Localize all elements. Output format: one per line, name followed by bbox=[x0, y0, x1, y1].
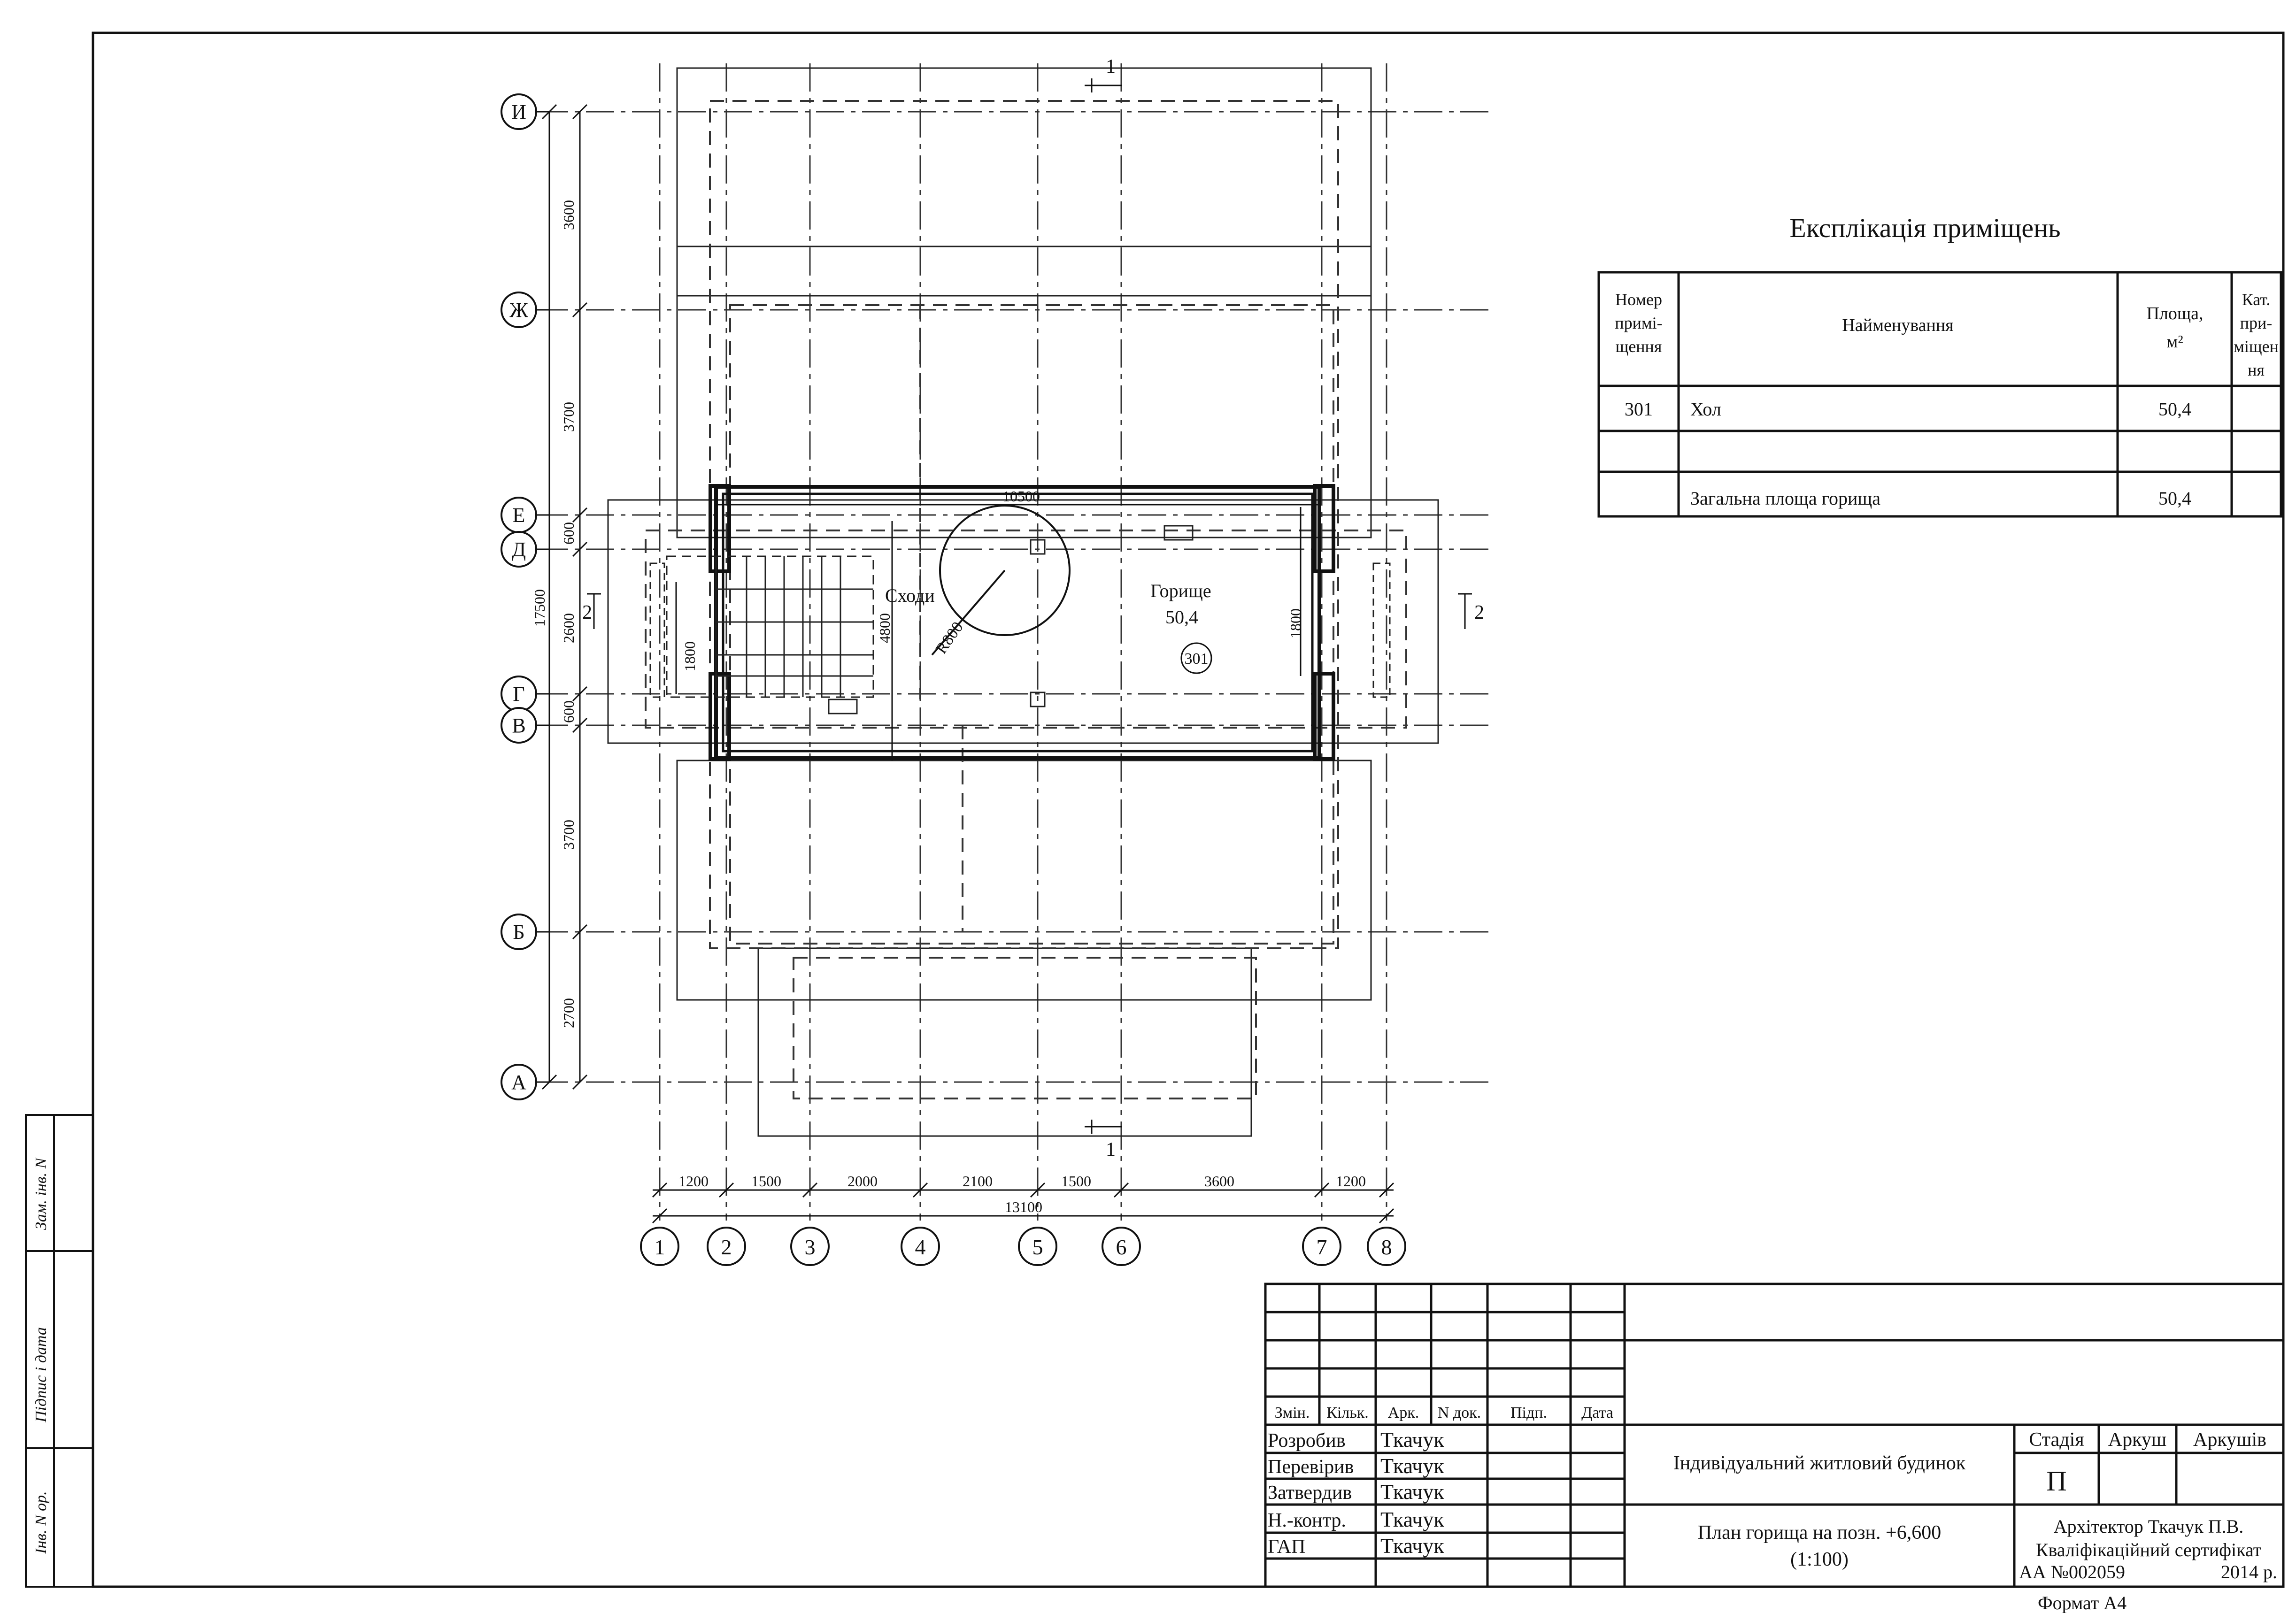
room-name: Горище bbox=[1150, 580, 1211, 601]
tb-role-developed: Розробив bbox=[1268, 1430, 1346, 1452]
tb-role-checked: Перевірив bbox=[1268, 1456, 1354, 1478]
axis-label-2: 2 bbox=[721, 1235, 732, 1259]
axis-label-1: 1 bbox=[654, 1235, 665, 1259]
dim-overall-horizontal: 13100 bbox=[1005, 1198, 1042, 1215]
stair-flight bbox=[667, 556, 873, 697]
tb-role-gap: ГАП bbox=[1268, 1536, 1306, 1558]
explication-row-1-number: 301 bbox=[1625, 399, 1653, 420]
tb-header-date: Дата bbox=[1581, 1404, 1613, 1421]
dim-bottom-2000: 2000 bbox=[848, 1173, 878, 1190]
tb-header-signature: Підп. bbox=[1510, 1404, 1547, 1421]
room-number: 301 bbox=[1184, 650, 1209, 668]
axis-label-6: 6 bbox=[1116, 1235, 1127, 1259]
tb-name-checked: Ткачук bbox=[1380, 1454, 1444, 1478]
left-dimension-lines bbox=[542, 105, 587, 1089]
dim-left-3600: 3600 bbox=[560, 200, 577, 230]
tb-name-approved: Ткачук bbox=[1380, 1480, 1444, 1504]
tb-sheets-label: Аркушів bbox=[2193, 1429, 2266, 1451]
dim-bottom-2100: 2100 bbox=[963, 1173, 993, 1190]
side-stamp-original-inv: Інв. N ор. bbox=[32, 1491, 50, 1554]
axis-label-Zh: Ж bbox=[509, 299, 528, 322]
explication-total-area: 50,4 bbox=[2158, 488, 2191, 509]
dim-right-height: 1800 bbox=[1287, 608, 1304, 638]
tb-header-count: Кільк. bbox=[1326, 1404, 1369, 1421]
tb-name-norm-control: Ткачук bbox=[1380, 1507, 1444, 1531]
radius-label: R800 bbox=[932, 619, 967, 657]
dim-left-2700: 2700 bbox=[560, 998, 577, 1028]
axis-label-V: В bbox=[512, 714, 526, 737]
axis-label-4: 4 bbox=[915, 1235, 926, 1259]
tb-cert-number: АА №002059 bbox=[2019, 1561, 2125, 1582]
section-1-top: 1 bbox=[1106, 56, 1116, 77]
dim-left-600-bottom: 600 bbox=[560, 700, 577, 723]
room-details bbox=[650, 526, 1390, 714]
explication-total-name: Загальна площа горища bbox=[1690, 488, 1880, 509]
tb-role-approved: Затвердив bbox=[1268, 1482, 1352, 1504]
dim-bottom-3600: 3600 bbox=[1204, 1173, 1234, 1190]
dim-stair-height: 1800 bbox=[681, 641, 698, 671]
roof-outlines bbox=[608, 68, 1438, 1136]
explication-header-name: Найменування bbox=[1842, 315, 1954, 335]
section-markers bbox=[587, 78, 1472, 1134]
axis-label-D: Д bbox=[511, 538, 526, 561]
stairs-label: Сходи bbox=[885, 585, 935, 606]
room-area: 50,4 bbox=[1165, 607, 1198, 628]
tb-format: Формат А4 bbox=[2038, 1592, 2127, 1613]
axis-label-5: 5 bbox=[1032, 1235, 1043, 1259]
axis-label-3: 3 bbox=[804, 1235, 816, 1259]
section-2-right: 2 bbox=[1474, 602, 1484, 623]
dim-left-3700-bottom: 3700 bbox=[560, 820, 577, 850]
dim-room-top: 10500 bbox=[1002, 488, 1040, 505]
tb-year: 2014 р. bbox=[2221, 1561, 2277, 1582]
dim-bottom-1500-a: 1500 bbox=[751, 1173, 781, 1190]
tb-stage-value: П bbox=[2046, 1466, 2067, 1497]
tb-sheet-label: Аркуш bbox=[2108, 1429, 2167, 1451]
explication-header-number: Номер примі-щення bbox=[1615, 290, 1663, 356]
tb-scale: (1:100) bbox=[1790, 1549, 1849, 1570]
dim-bottom-1500-b: 1500 bbox=[1061, 1173, 1091, 1190]
tb-header-sheet: Арк. bbox=[1387, 1404, 1419, 1421]
sheet-frame bbox=[93, 33, 2283, 1587]
tb-header-doc: N док. bbox=[1437, 1404, 1481, 1421]
side-stamp-replaced-inv: Зам. інв. N bbox=[32, 1158, 50, 1230]
tb-certificate: Кваліфікаційний сертифікат bbox=[2035, 1539, 2262, 1560]
axis-label-7: 7 bbox=[1316, 1235, 1327, 1259]
dim-bottom-1200-left: 1200 bbox=[678, 1173, 709, 1190]
inner-dimension-lines bbox=[676, 505, 1319, 760]
axis-bubbles-numbers bbox=[641, 1228, 1405, 1265]
axis-label-8: 8 bbox=[1381, 1235, 1392, 1259]
explication-header-category: Кат. при-міщен ня bbox=[2234, 290, 2279, 379]
explication-header-area: Площа, м² bbox=[2146, 304, 2204, 352]
axis-label-I: И bbox=[511, 100, 526, 123]
axis-label-B: Б bbox=[513, 921, 525, 944]
hidden-outlines bbox=[646, 101, 1406, 1098]
dim-left-3700-top: 3700 bbox=[560, 402, 577, 432]
dim-overall-vertical: 17500 bbox=[531, 589, 548, 627]
tb-sheet-name: План горища на позн. +6,600 bbox=[1697, 1522, 1942, 1544]
dim-bottom-1200-right: 1200 bbox=[1336, 1173, 1366, 1190]
axis-label-E: Е bbox=[512, 504, 525, 527]
dim-left-600-top: 600 bbox=[560, 522, 577, 545]
dim-left-2600: 2600 bbox=[560, 613, 577, 643]
axis-label-G: Г bbox=[513, 683, 525, 706]
tb-header-change: Змін. bbox=[1274, 1404, 1310, 1421]
explication-title: Експлікація приміщень bbox=[1789, 213, 2061, 243]
tb-project-name: Індивідуальний житловий будинок bbox=[1673, 1452, 1966, 1474]
dim-stair-width: 4800 bbox=[876, 613, 893, 643]
section-2-left: 2 bbox=[582, 602, 592, 623]
tb-name-developed: Ткачук bbox=[1380, 1428, 1444, 1452]
tb-role-norm-control: Н.-контр. bbox=[1268, 1510, 1346, 1531]
side-stamp-signature-date: Підпис і дата bbox=[32, 1327, 50, 1422]
tb-architect: Архітектор Ткачук П.В. bbox=[2053, 1516, 2244, 1537]
tb-stage-label: Стадія bbox=[2029, 1429, 2084, 1451]
explication-row-1-area: 50,4 bbox=[2158, 399, 2191, 420]
explication-row-1-name: Хол bbox=[1690, 399, 1721, 420]
section-1-bottom: 1 bbox=[1106, 1139, 1116, 1160]
tb-name-gap: Ткачук bbox=[1380, 1534, 1444, 1558]
axis-label-A: А bbox=[511, 1071, 526, 1094]
